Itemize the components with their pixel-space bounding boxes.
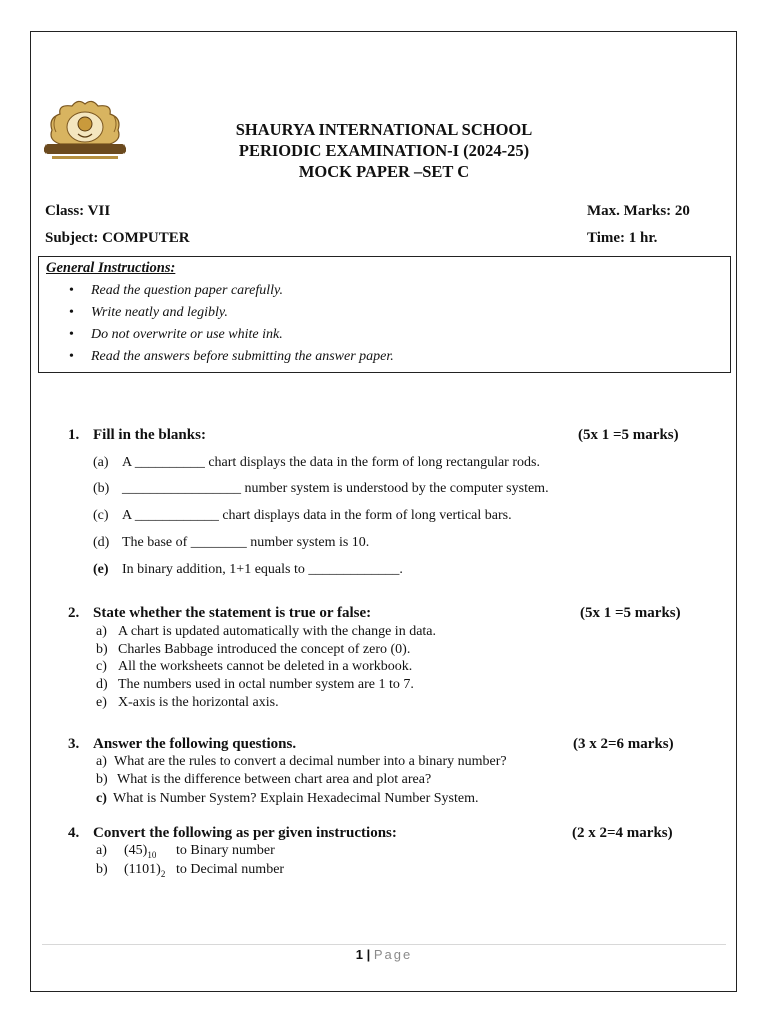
exam-title: PERIODIC EXAMINATION-I (2024-25) [238, 141, 530, 160]
question-marks: (5x 1 =5 marks) [578, 427, 679, 443]
subject-label: Subject: COMPUTER [45, 230, 190, 246]
question-item [93, 481, 549, 497]
question-item [96, 754, 507, 770]
question-item [93, 535, 369, 551]
item-value: (1101) [124, 862, 161, 877]
instructions-list [69, 281, 394, 369]
question-item [93, 562, 403, 578]
item-text: _________________ number system is understood by the computer system. [122, 481, 549, 496]
class-label: Class: VII [45, 203, 111, 219]
item-text: The numbers used in octal number system are 1 to 7. [118, 677, 414, 692]
page-separator: | [366, 947, 371, 962]
school-name: SHAURYA INTERNATIONAL SCHOOL [235, 120, 533, 139]
school-crest-icon [44, 100, 126, 166]
item-label: (d) [93, 535, 110, 550]
item-subscript: 2 [160, 868, 166, 879]
max-marks-label: Max. Marks: 20 [587, 203, 690, 219]
item-label: d) [96, 677, 108, 692]
question-item [93, 455, 540, 471]
item-label: a) [96, 754, 107, 769]
instruction-item: • Read the answers before submitting the answer paper. [69, 347, 394, 369]
item-label: (a) [93, 455, 109, 470]
paper-title: MOCK PAPER –SET C [298, 162, 470, 181]
item-text: A chart is updated automatically with the change in data. [118, 624, 437, 639]
item-text: to Binary number [176, 843, 275, 858]
item-label: c) [96, 659, 107, 674]
question-title: Answer the following questions. [93, 736, 297, 752]
question-title: Convert the following as per given instructions: [93, 825, 397, 841]
page-footer [0, 947, 768, 962]
question-item [96, 791, 478, 807]
item-text: X-axis is the horizontal axis. [118, 695, 279, 710]
item-label: b) [96, 772, 108, 787]
time-label: Time: 1 hr. [587, 230, 658, 246]
item-label: (b) [93, 481, 110, 496]
item-label: b) [96, 642, 108, 657]
page-word: Page [373, 947, 413, 962]
item-text: All the worksheets cannot be deleted in a workbook. [118, 659, 413, 674]
item-text: What is Number System? Explain Hexadecimal Number System. [113, 791, 479, 806]
item-label: e) [96, 695, 107, 710]
instructions-box [38, 256, 731, 373]
instruction-item: • Do not overwrite or use white ink. [69, 325, 394, 347]
page-number: 1 [355, 947, 363, 962]
question-number: 1. [68, 427, 80, 443]
item-text: Charles Babbage introduced the concept of zero (0). [118, 642, 411, 657]
item-label: (e) [93, 562, 109, 577]
question-item [96, 624, 436, 640]
item-text: A __________ chart displays the data in the form of long rectangular rods. [122, 455, 540, 470]
item-text: In binary addition, 1+1 equals to _____________. [122, 562, 403, 577]
question-item [96, 862, 284, 879]
item-value: (45) [124, 843, 148, 858]
instruction-item: • Read the question paper carefully. [69, 281, 394, 303]
question-marks: (5x 1 =5 marks) [580, 605, 681, 621]
item-label: c) [96, 791, 107, 806]
question-item [93, 508, 512, 524]
question-item [96, 772, 431, 788]
item-label: b) [96, 862, 108, 877]
item-text: The base of ________ number system is 10. [122, 535, 370, 550]
question-title: State whether the statement is true or false: [93, 605, 372, 621]
item-text: to Decimal number [176, 862, 285, 877]
question-item [96, 642, 410, 658]
item-text: A ____________ chart displays data in the form of long vertical bars. [122, 508, 512, 523]
question-item [96, 659, 412, 675]
instructions-title: General Instructions: [46, 260, 176, 276]
question-number: 3. [68, 736, 80, 752]
instruction-item: • Write neatly and legibly. [69, 303, 394, 325]
question-item [96, 843, 275, 860]
question-item [96, 695, 279, 711]
item-label: (c) [93, 508, 109, 523]
question-number: 2. [68, 605, 80, 621]
question-item [96, 677, 414, 693]
question-marks: (2 x 2=4 marks) [572, 825, 673, 841]
item-text: What is the difference between chart area and plot area? [117, 772, 432, 787]
question-marks: (3 x 2=6 marks) [573, 736, 674, 752]
item-label: a) [96, 843, 107, 858]
question-title: Fill in the blanks: [93, 427, 206, 443]
item-label: a) [96, 624, 107, 639]
question-number: 4. [68, 825, 80, 841]
footer-divider [42, 944, 726, 945]
item-text: What are the rules to convert a decimal number into a binary number? [114, 754, 507, 769]
item-subscript: 10 [147, 849, 157, 860]
